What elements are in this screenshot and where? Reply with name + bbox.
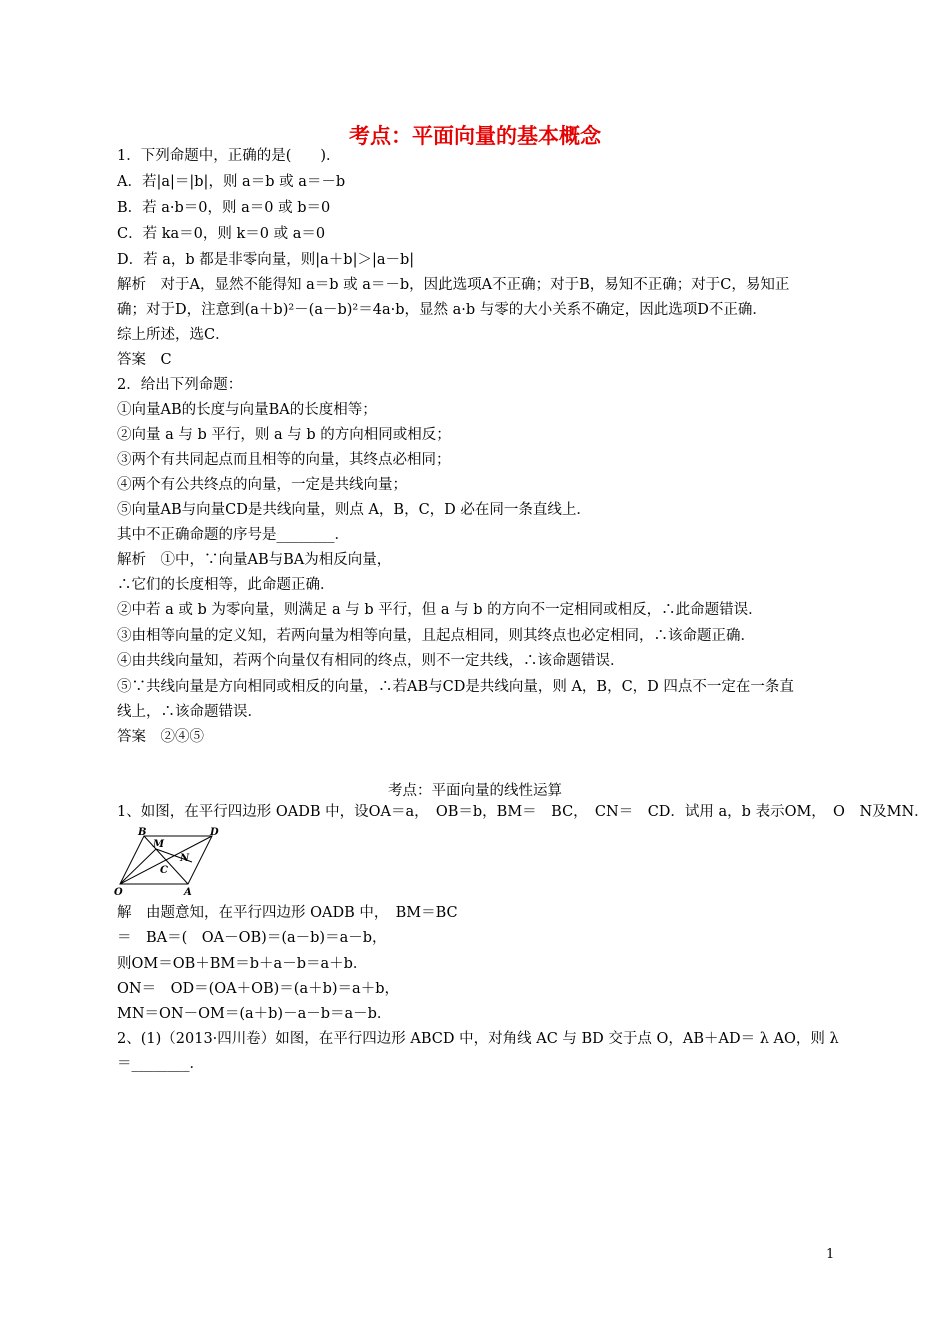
question-line: 1、如图，在平行四边形 OADB 中，设OA＝a， OB＝b，BM＝ BC， CN＝ CD．试用 a，b 表示OM， O N及MN． [117,804,929,820]
analysis-line: ③由相等向量的定义知，若两向量为相等向量，且起点相同，则其终点也必定相同，∴该命题正确． [117,628,755,644]
proposition-line: ④两个有公共终点的向量，一定是共线向量； [117,477,407,493]
solution-line: ＝ BA＝( OA－OB)＝(a－b)＝a－b， [117,930,387,946]
option-b-line: B．若 a·b＝0，则 a＝0 或 b＝0 [117,200,331,216]
option-a-line: A．若|a|＝|b|，则 a＝b 或 a＝－b [117,174,346,190]
analysis-line: 线上，∴该命题错误． [117,704,262,720]
page-number: 1 [826,1247,835,1262]
answer-line: 答案 C [117,352,172,368]
option-d-line: D．若 a，b 都是非零向量，则|a＋b|＞|a－b| [117,252,415,268]
analysis-line: 综上所述，选C． [117,327,230,343]
question-line: 2、(1)（2013·四川卷）如图，在平行四边形 ABCD 中，对角线 AC 与 BD 交于点 O，AB＋AD＝ λ AO，则 λ [117,1031,839,1047]
label-n: N [180,853,190,864]
label-a: A [184,887,192,896]
label-d: D [210,827,219,838]
proposition-line: ③两个有共同起点而且相等的向量，其终点必相同； [117,452,451,468]
solution-line: 解 由题意知，在平行四边形 OADB 中， BM＝BC [117,905,458,921]
label-o: O [114,887,123,896]
analysis-line: ④由共线向量知，若两个向量仅有相同的终点，则不一定共线，∴该命题错误． [117,653,625,669]
question-blank-line: ＝________． [117,1056,204,1072]
analysis-line: ∴它们的长度相等，此命题正确． [117,577,335,593]
analysis-line: ⑤∵共线向量是方向相同或相反的向量，∴若AB与CD是共线向量，则 A，B，C，D 四点不一定在一条直 [117,679,794,695]
parallelogram-figure [112,826,222,900]
question-blank-line: 其中不正确命题的序号是________． [117,527,349,543]
analysis-line: 解析 对于A，显然不能得知 a＝b 或 a＝－b，因此选项A不正确；对于B，易知不正确；对于C，易知正 [117,277,790,293]
proposition-line: ①向量AB的长度与向量BA的长度相等； [117,402,377,418]
option-c-line: C．若 ka＝0，则 k＝0 或 a＝0 [117,226,326,242]
label-b: B [138,827,147,838]
proposition-line: ⑤向量AB与向量CD是共线向量，则点 A，B，C，D 必在同一条直线上． [117,502,591,518]
section-heading: 考点：平面向量的线性运算 [388,783,562,799]
page-title: 考点：平面向量的基本概念 [349,124,601,148]
solution-line: 则OM＝OB＋BM＝b＋a－b＝a＋b． [117,956,368,972]
answer-line: 答案 ②④⑤ [117,729,204,745]
solution-line: MN＝ON－OM＝(a＋b)－a－b＝a－b． [117,1006,392,1022]
proposition-line: ②向量 a 与 b 平行，则 a 与 b 的方向相同或相反； [117,427,451,443]
solution-line: ON＝ OD＝(OA＋OB)＝(a＋b)＝a＋b， [117,981,399,997]
analysis-line: ②中若 a 或 b 为零向量，则满足 a 与 b 平行，但 a 与 b 的方向不一定相同或相反，∴此命题错误． [117,602,763,618]
analysis-line: 确；对于D，注意到(a＋b)²－(a－b)²＝4a·b，显然 a·b 与零的大小关系不确定，因此选项D不正确． [117,302,767,318]
parallelogram-diagram [112,826,222,896]
question-2-line: 2．给出下列命题： [117,377,243,393]
label-c: C [160,865,168,876]
analysis-line: 解析 ①中，∵向量AB与BA为相反向量， [117,552,392,568]
label-m: M [153,839,165,850]
question-1-line: 1．下列命题中，正确的是( )． [117,148,341,164]
